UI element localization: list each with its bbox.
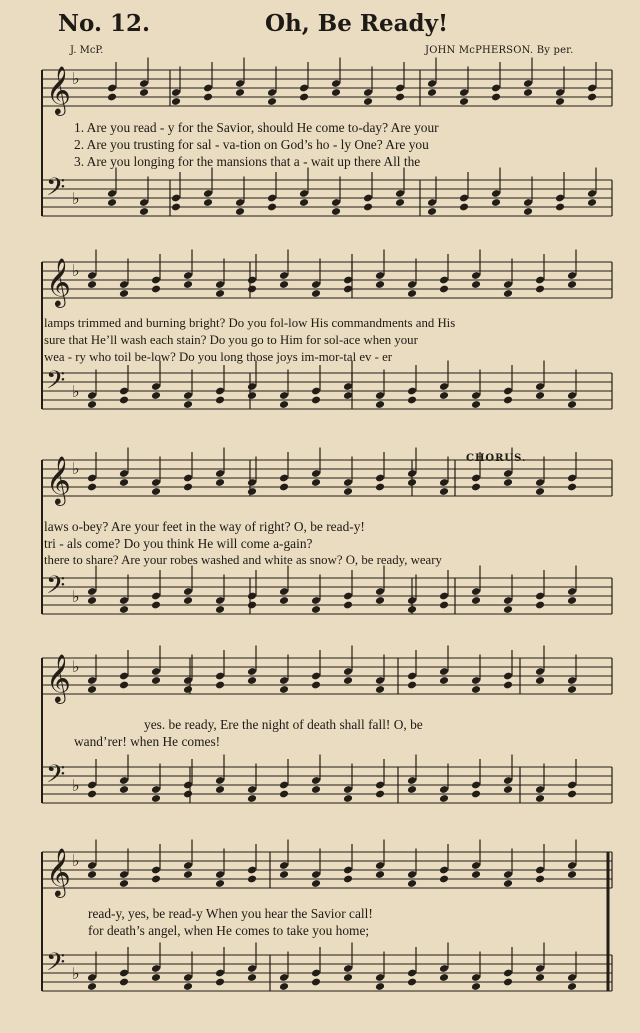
- note-head: [471, 596, 481, 605]
- note-head: [311, 605, 321, 614]
- note-head: [119, 879, 129, 888]
- note-head: [247, 487, 257, 496]
- note-head: [503, 978, 513, 987]
- note-head: [375, 982, 385, 991]
- note-head: [151, 676, 161, 685]
- note-head: [279, 483, 289, 492]
- note-head: [535, 875, 545, 884]
- lyric-line-s1-v2: 2. Are you trusting for sal - va-tion on God’s ho - ly One? Are you: [74, 137, 429, 152]
- note-head: [151, 875, 161, 884]
- note-head: [503, 396, 513, 405]
- flat-icon: ♭: [72, 964, 80, 983]
- note-head: [119, 978, 129, 987]
- note-head: [427, 207, 437, 216]
- note-head: [139, 88, 149, 97]
- flat-icon: ♭: [72, 261, 80, 280]
- note-head: [87, 982, 97, 991]
- note-head: [183, 400, 193, 409]
- note-head: [87, 483, 97, 492]
- note-head: [151, 391, 161, 400]
- note-head: [151, 973, 161, 982]
- note-head: [119, 785, 129, 794]
- note-head: [567, 280, 577, 289]
- note-head: [279, 280, 289, 289]
- note-head: [183, 596, 193, 605]
- note-head: [279, 870, 289, 879]
- note-head: [87, 400, 97, 409]
- note-head: [87, 685, 97, 694]
- note-head: [87, 870, 97, 879]
- note-head: [119, 681, 129, 690]
- note-head: [439, 285, 449, 294]
- note-head: [183, 483, 193, 492]
- note-head: [183, 982, 193, 991]
- hymn-number: No. 12.: [58, 10, 150, 37]
- note-head: [311, 289, 321, 298]
- note-head: [311, 396, 321, 405]
- note-head: [375, 280, 385, 289]
- note-head: [311, 785, 321, 794]
- note-head: [171, 97, 181, 106]
- note-head: [247, 285, 257, 294]
- note-head: [471, 280, 481, 289]
- note-head: [503, 785, 513, 794]
- lyricist-credit: J. McP.: [70, 45, 104, 56]
- note-head: [215, 785, 225, 794]
- note-head: [343, 794, 353, 803]
- note-head: [375, 685, 385, 694]
- note-head: [151, 601, 161, 610]
- note-head: [395, 198, 405, 207]
- treble-clef-icon: 𝄞: [46, 455, 71, 504]
- bass-clef-icon: 𝄢: [46, 571, 66, 606]
- note-head: [439, 676, 449, 685]
- note-head: [375, 400, 385, 409]
- note-head: [279, 596, 289, 605]
- note-head: [439, 794, 449, 803]
- note-head: [203, 93, 213, 102]
- note-head: [471, 982, 481, 991]
- note-head: [331, 88, 341, 97]
- note-head: [523, 88, 533, 97]
- flat-icon: ♭: [72, 69, 80, 88]
- note-head: [375, 483, 385, 492]
- note-head: [247, 794, 257, 803]
- note-head: [183, 280, 193, 289]
- note-head: [491, 93, 501, 102]
- note-head: [215, 478, 225, 487]
- flat-icon: ♭: [72, 459, 80, 478]
- treble-clef-icon: 𝄞: [46, 257, 71, 306]
- bass-clef-icon: 𝄢: [46, 173, 66, 208]
- note-head: [343, 875, 353, 884]
- note-head: [107, 198, 117, 207]
- note-head: [311, 478, 321, 487]
- note-head: [203, 198, 213, 207]
- flat-icon: ♭: [72, 776, 80, 795]
- lyric-line-s4-v2: wand’rer! when He comes!: [74, 734, 221, 749]
- hymn-title: Oh, Be Ready!: [265, 10, 449, 37]
- lyric-line-s2-v3: wea - ry who toil be-low? Do you long those joys im-mor-tal ev - er: [44, 350, 393, 364]
- note-head: [535, 391, 545, 400]
- flat-icon: ♭: [72, 851, 80, 870]
- note-head: [471, 870, 481, 879]
- note-head: [503, 478, 513, 487]
- note-head: [395, 93, 405, 102]
- note-head: [427, 88, 437, 97]
- note-head: [151, 487, 161, 496]
- note-head: [299, 198, 309, 207]
- note-head: [183, 685, 193, 694]
- note-head: [343, 487, 353, 496]
- lyric-line-s1-v3: 3. Are you longing for the mansions that a - wait up there All the: [74, 154, 421, 169]
- note-head: [343, 676, 353, 685]
- note-head: [215, 681, 225, 690]
- note-head: [375, 596, 385, 605]
- note-head: [523, 207, 533, 216]
- note-head: [439, 601, 449, 610]
- note-head: [343, 601, 353, 610]
- note-head: [279, 685, 289, 694]
- note-head: [535, 973, 545, 982]
- note-head: [535, 285, 545, 294]
- treble-clef-icon: 𝄞: [46, 653, 71, 702]
- lyric-line-s3-v1: laws o-bey? Are your feet in the way of right? O, be read-y!: [44, 519, 365, 534]
- note-head: [555, 203, 565, 212]
- note-head: [171, 203, 181, 212]
- note-head: [247, 391, 257, 400]
- note-head: [247, 676, 257, 685]
- note-head: [375, 870, 385, 879]
- lyric-line-s2-v2: sure that He’ll wash each stain? Do you go to Him for sol-ace when your: [44, 333, 418, 347]
- lyric-line-s5-v1: read-y, yes, be read-y When you hear the Savior call!: [88, 906, 373, 921]
- note-head: [503, 681, 513, 690]
- lyric-line-s5-v2: for death’s angel, when He comes to take you home;: [88, 923, 370, 938]
- note-head: [279, 982, 289, 991]
- note-head: [535, 487, 545, 496]
- note-head: [87, 790, 97, 799]
- treble-clef-icon: 𝄞: [46, 65, 71, 114]
- note-head: [331, 207, 341, 216]
- bass-clef-icon: 𝄢: [46, 760, 66, 795]
- note-head: [119, 605, 129, 614]
- note-head: [343, 973, 353, 982]
- note-head: [491, 198, 501, 207]
- note-head: [535, 794, 545, 803]
- note-head: [119, 289, 129, 298]
- note-head: [363, 203, 373, 212]
- note-head: [235, 88, 245, 97]
- note-head: [279, 400, 289, 409]
- note-head: [311, 681, 321, 690]
- note-head: [567, 790, 577, 799]
- note-head: [587, 93, 597, 102]
- composer-credit: JOHN McPHERSON. By per.: [425, 45, 574, 56]
- note-head: [311, 879, 321, 888]
- note-head: [471, 400, 481, 409]
- note-head: [503, 879, 513, 888]
- note-head: [183, 870, 193, 879]
- note-head: [407, 681, 417, 690]
- note-head: [567, 685, 577, 694]
- note-head: [183, 790, 193, 799]
- note-head: [471, 790, 481, 799]
- note-head: [299, 93, 309, 102]
- note-head: [151, 285, 161, 294]
- note-head: [439, 391, 449, 400]
- note-head: [535, 676, 545, 685]
- flat-icon: ♭: [72, 657, 80, 676]
- lyric-line-s1-v1: 1. Are you read - y for the Savior, should He come to-day? Are your: [74, 120, 439, 135]
- note-head: [471, 483, 481, 492]
- note-head: [363, 97, 373, 106]
- note-head: [87, 280, 97, 289]
- note-head: [555, 97, 565, 106]
- lyric-line-s4-v1: yes. be ready, Ere the night of death shall fall! O, be: [144, 717, 423, 732]
- note-head: [87, 596, 97, 605]
- note-head: [439, 487, 449, 496]
- bass-clef-icon: 𝄢: [46, 366, 66, 401]
- lyric-line-s3-v3: there to share? Are your robes washed and white as snow? O, be ready, weary: [44, 553, 442, 567]
- treble-clef-icon: 𝄞: [46, 847, 71, 896]
- note-head: [439, 973, 449, 982]
- note-head: [471, 685, 481, 694]
- note-head: [567, 870, 577, 879]
- note-head: [535, 601, 545, 610]
- note-head: [119, 396, 129, 405]
- note-head: [247, 973, 257, 982]
- note-head: [215, 879, 225, 888]
- note-head: [235, 207, 245, 216]
- note-head: [407, 785, 417, 794]
- note-head: [439, 875, 449, 884]
- note-head: [139, 207, 149, 216]
- note-head: [215, 396, 225, 405]
- note-head: [151, 794, 161, 803]
- note-head: [107, 93, 117, 102]
- note-head: [567, 596, 577, 605]
- flat-icon: ♭: [72, 587, 80, 606]
- note-head: [407, 978, 417, 987]
- note-head: [247, 875, 257, 884]
- lyric-line-s2-v1: lamps trimmed and burning bright? Do you fol-low His commandments and His: [44, 316, 456, 330]
- note-head: [311, 978, 321, 987]
- note-head: [567, 483, 577, 492]
- note-head: [215, 605, 225, 614]
- note-head: [267, 203, 277, 212]
- flat-icon: ♭: [72, 382, 80, 401]
- flat-icon: ♭: [72, 189, 80, 208]
- note-head: [503, 605, 513, 614]
- note-head: [267, 97, 277, 106]
- note-head: [407, 879, 417, 888]
- note-head: [459, 97, 469, 106]
- lyric-line-s3-v2: tri - als come? Do you think He will come a-gain?: [44, 536, 313, 551]
- note-head: [279, 790, 289, 799]
- note-head: [215, 289, 225, 298]
- note-head: [459, 203, 469, 212]
- note-head: [587, 198, 597, 207]
- note-head: [215, 978, 225, 987]
- note-head: [567, 982, 577, 991]
- chorus-label: CHORUS.: [466, 453, 527, 464]
- note-head: [503, 289, 513, 298]
- note-head: [119, 478, 129, 487]
- note-head: [567, 400, 577, 409]
- note-head: [375, 790, 385, 799]
- note-head: [407, 396, 417, 405]
- note-head: [247, 601, 257, 610]
- bass-clef-icon: 𝄢: [46, 948, 66, 983]
- note-head: [407, 289, 417, 298]
